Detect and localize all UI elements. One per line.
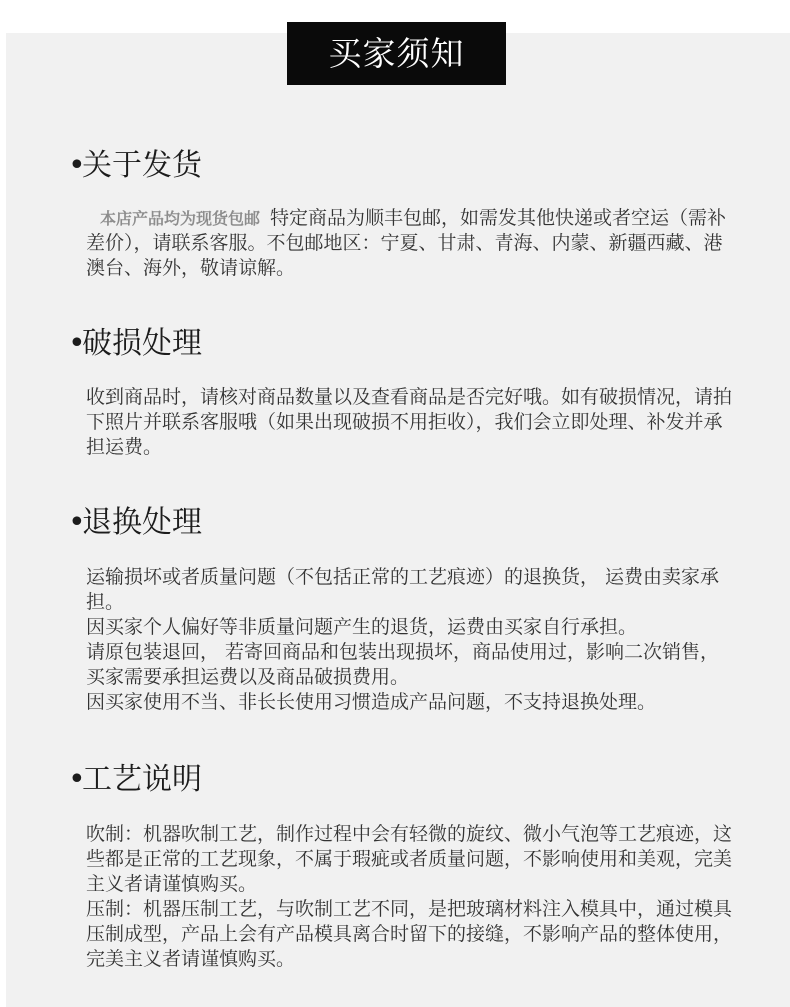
returns-text bbox=[86, 565, 736, 715]
shipping-text bbox=[86, 206, 736, 281]
section-heading-damage bbox=[68, 324, 202, 364]
page-title: 买家须知 bbox=[287, 22, 506, 85]
section-heading-shipping bbox=[68, 146, 202, 186]
craft-paragraph: 吹制：机器吹制工艺，制作过程中会有轻微的旋纹、微小气泡等工艺痕迹，这些都是正常的工艺现象，不属于瑕疵或者质量问题，不影响使用和美观，完美主义者请谨慎购买。 bbox=[86, 823, 733, 895]
returns-paragraph: 因买家使用不当、非长长使用习惯造成产品问题，不支持退换处理。 bbox=[86, 691, 657, 713]
section-heading-returns bbox=[68, 503, 202, 543]
section-title: 关于发货 bbox=[82, 148, 202, 183]
damage-body: 收到商品时，请核对商品数量以及查看商品是否完好哦。如有破损情况，请拍下照片并联系客服哦（如果出现破损不用拒收），我们会立即处理、补发并承担运费。 bbox=[86, 386, 733, 458]
section-title: 工艺说明 bbox=[82, 762, 202, 797]
returns-paragraph: 因买家个人偏好等非质量问题产生的退货，运费由买家自行承担。 bbox=[86, 616, 638, 638]
section-title: 退换处理 bbox=[82, 505, 202, 540]
bullet-icon: • bbox=[68, 762, 86, 797]
bullet-icon: • bbox=[68, 505, 86, 540]
section-title: 破损处理 bbox=[82, 326, 202, 361]
craft-text bbox=[86, 822, 736, 972]
returns-paragraph: 请原包装退回， 若寄回商品和包装出现损坏，商品使用过，影响二次销售，买家需要承担运费以及商品破损费用。 bbox=[86, 641, 720, 688]
shipping-body: 特定商品为顺丰包邮，如需发其他快递或者空运（需补差价），请联系客服。不包邮地区：宁夏、甘肃、青海、内蒙、新疆西藏、港澳台、海外，敬请谅解。 bbox=[86, 207, 727, 279]
section-heading-craft bbox=[68, 760, 202, 800]
shipping-highlight: 本店产品均为现货包邮 bbox=[100, 209, 261, 228]
bullet-icon: • bbox=[68, 148, 86, 183]
returns-paragraph: 运输损坏或者质量问题（不包括正常的工艺痕迹）的退换货， 运费由卖家承担。 bbox=[86, 566, 720, 613]
damage-text bbox=[86, 385, 736, 460]
bullet-icon: • bbox=[68, 326, 86, 361]
craft-paragraph: 压制：机器压制工艺，与吹制工艺不同，是把玻璃材料注入模具中，通过模具压制成型，产品上会有产品模具离合时留下的接缝，不影响产品的整体使用，完美主义者请谨慎购买。 bbox=[86, 898, 733, 970]
